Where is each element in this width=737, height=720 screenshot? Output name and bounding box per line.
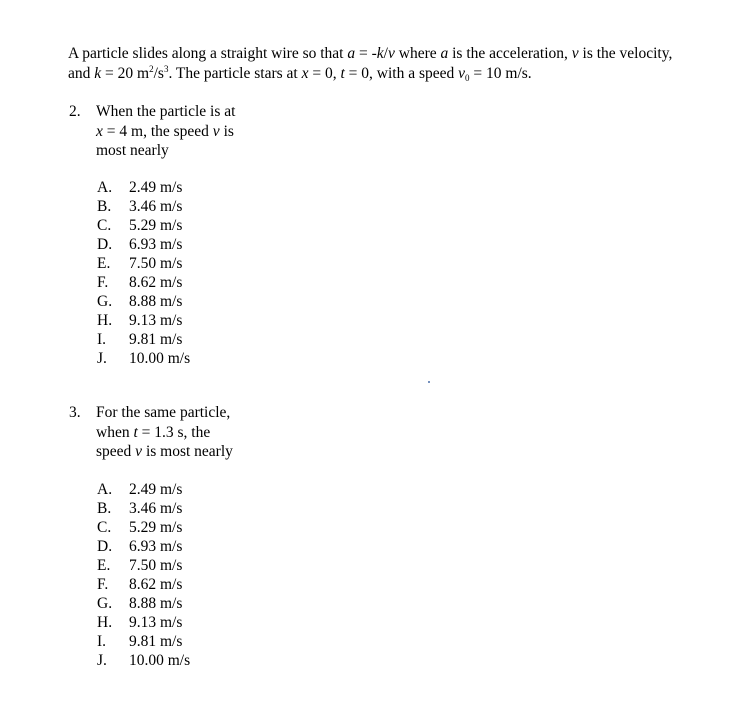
choice-letter: D. [97, 538, 113, 555]
question-3-number: 3. [69, 404, 81, 421]
question-2-number: 2. [69, 103, 81, 120]
choice-letter: I. [97, 633, 107, 650]
choice-letter: G. [97, 595, 113, 612]
text-run: /s [153, 65, 164, 82]
text-run: / [383, 45, 388, 62]
choice-letter: E. [97, 255, 111, 272]
choice-text: 7.50 m/s [129, 255, 183, 272]
choice-text: 10.00 m/s [129, 652, 191, 669]
variable-k: k [376, 45, 384, 62]
choice-letter: B. [97, 198, 112, 215]
choice-letter: C. [97, 217, 112, 234]
stray-dot [428, 381, 430, 383]
text-run: speed [96, 443, 136, 460]
variable-k: k [94, 65, 102, 82]
choice-letter: F. [97, 576, 109, 593]
question-2-text [96, 102, 235, 161]
variable-v: v [135, 443, 143, 460]
answer-choice[interactable] [97, 651, 190, 670]
problem-statement [68, 44, 718, 84]
variable-v: v [212, 122, 220, 140]
question-3-choices [97, 480, 190, 670]
subscript: 0 [465, 73, 470, 83]
problem-statement-line-2 [68, 64, 718, 84]
choice-text: 8.62 m/s [129, 576, 183, 593]
question-line [96, 442, 233, 462]
variable-v: v [458, 65, 466, 82]
choice-letter: G. [97, 293, 113, 310]
text-run: is the velocity, [578, 45, 673, 62]
answer-choice[interactable] [97, 575, 190, 594]
superscript: 2 [149, 64, 154, 74]
answer-choice[interactable] [97, 594, 190, 613]
choice-text: 8.88 m/s [129, 293, 183, 310]
text-run: = - [355, 45, 377, 62]
choice-letter: J. [97, 652, 107, 669]
choice-text: 6.93 m/s [129, 236, 183, 253]
choice-text: 3.46 m/s [129, 198, 183, 215]
text-run: when [96, 423, 134, 441]
variable-v: v [387, 45, 395, 62]
question-line: For the same particle, [96, 404, 231, 421]
choice-letter: B. [97, 500, 112, 517]
answer-choice[interactable] [97, 349, 190, 368]
choice-letter: I. [97, 331, 107, 348]
text-run: A particle slides along a straight wire so that [68, 45, 348, 62]
answer-choice[interactable] [97, 556, 190, 575]
choice-text: 9.81 m/s [129, 331, 183, 348]
answer-choice[interactable] [97, 216, 190, 235]
choice-letter: A. [97, 179, 113, 196]
answer-choice[interactable] [97, 273, 190, 292]
choice-text: 8.62 m/s [129, 274, 183, 291]
superscript: 3 [163, 64, 169, 74]
choice-text: 5.29 m/s [129, 217, 183, 234]
question-line [96, 423, 233, 443]
answer-choice[interactable] [97, 235, 190, 254]
text-run: = 0, with a speed [344, 65, 459, 82]
text-run: is [219, 122, 234, 140]
answer-choice[interactable] [97, 613, 190, 632]
problem-statement-line-1 [68, 44, 718, 64]
answer-choice[interactable] [97, 537, 190, 556]
answer-choice[interactable] [97, 518, 190, 537]
question-2-choices [97, 178, 190, 368]
answer-choice[interactable] [97, 254, 190, 273]
text-run: is the acceleration, [448, 45, 572, 62]
variable-a: a [440, 45, 449, 62]
choice-text: 2.49 m/s [129, 179, 183, 196]
choice-text: 10.00 m/s [129, 350, 191, 367]
choice-text: 3.46 m/s [129, 500, 183, 517]
choice-text: 9.13 m/s [129, 614, 183, 631]
answer-choice[interactable] [97, 480, 190, 499]
text-run: where [394, 45, 441, 62]
answer-choice[interactable] [97, 311, 190, 330]
text-run: = 0, [308, 65, 341, 82]
text-run: and [68, 65, 95, 82]
answer-choice[interactable] [97, 292, 190, 311]
choice-letter: H. [97, 614, 113, 631]
answer-choice[interactable] [97, 197, 190, 216]
variable-a: a [347, 45, 356, 62]
choice-letter: H. [97, 312, 113, 329]
choice-text: 2.49 m/s [129, 481, 183, 498]
answer-choice[interactable] [97, 632, 190, 651]
choice-letter: F. [97, 274, 109, 291]
choice-text: 7.50 m/s [129, 557, 183, 574]
question-3-text [96, 403, 233, 462]
choice-text: 5.29 m/s [129, 519, 183, 536]
variable-t: t [133, 423, 138, 441]
variable-t: t [340, 65, 345, 82]
text-run: = 10 m/s. [469, 65, 532, 82]
answer-choice[interactable] [97, 330, 190, 349]
variable-x: x [301, 65, 309, 82]
question-line: most nearly [96, 142, 169, 159]
answer-choice[interactable] [97, 178, 190, 197]
choice-letter: C. [97, 519, 112, 536]
question-line: When the particle is at [96, 103, 236, 120]
text-run: = 4 m, the speed [102, 122, 213, 140]
choice-letter: D. [97, 236, 113, 253]
text-run: = 20 m [101, 65, 150, 82]
text-run: is most nearly [142, 443, 233, 460]
choice-text: 9.13 m/s [129, 312, 183, 329]
answer-choice[interactable] [97, 499, 190, 518]
choice-text: 6.93 m/s [129, 538, 183, 555]
choice-letter: E. [97, 557, 111, 574]
choice-letter: J. [97, 350, 107, 367]
variable-v: v [571, 45, 579, 62]
choice-letter: A. [97, 481, 113, 498]
variable-x: x [96, 122, 103, 140]
text-run: . The particle stars at [168, 65, 302, 82]
text-run: = 1.3 s, the [137, 423, 211, 441]
question-line [96, 122, 235, 142]
choice-text: 8.88 m/s [129, 595, 183, 612]
choice-text: 9.81 m/s [129, 633, 183, 650]
